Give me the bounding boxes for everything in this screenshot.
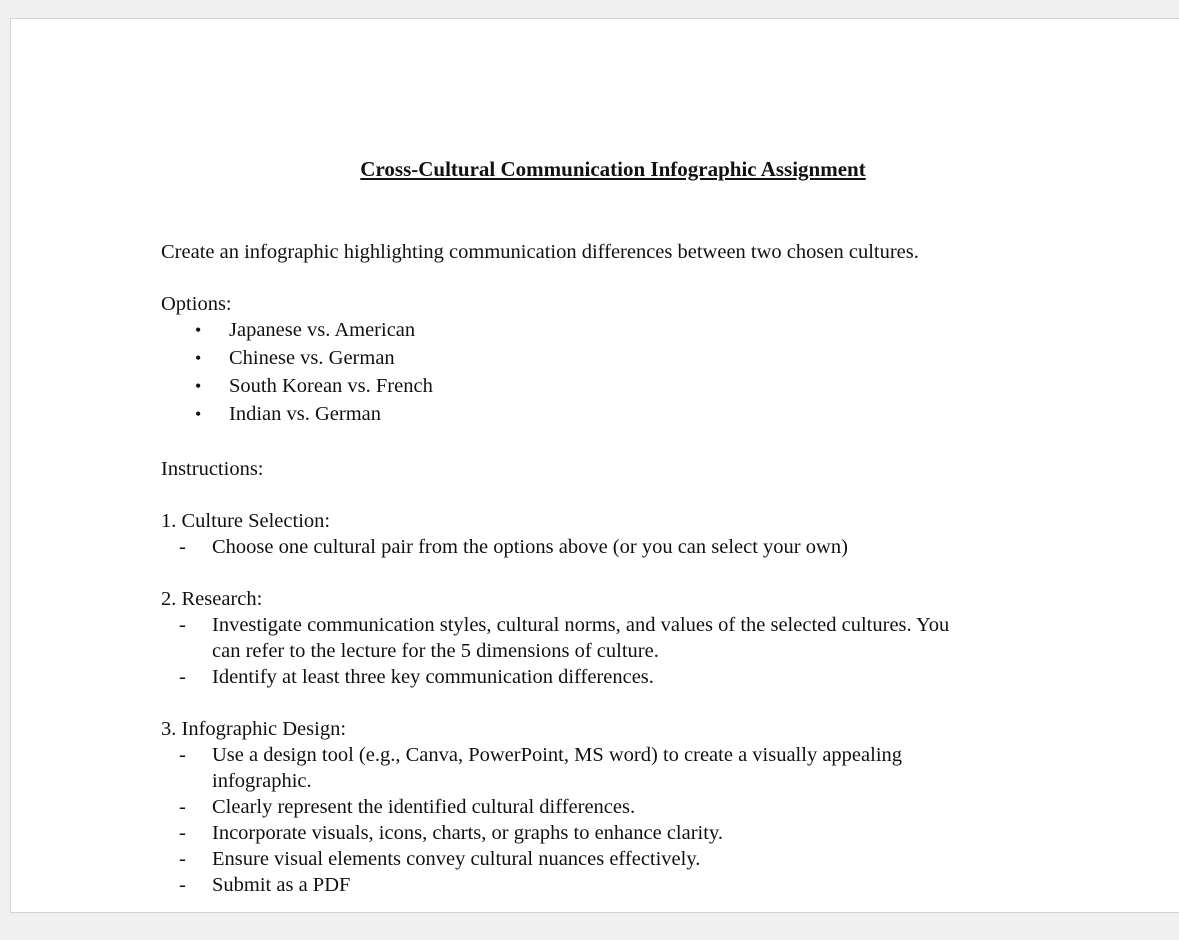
section-heading-culture-selection: 1. Culture Selection: xyxy=(161,510,331,532)
dash-marker: - xyxy=(179,614,186,636)
instruction-item-continuation: can refer to the lecture for the 5 dimensions of culture. xyxy=(212,640,659,662)
dash-marker: - xyxy=(179,796,186,818)
bullet-icon: • xyxy=(195,320,202,340)
intro-paragraph: Create an infographic highlighting communication differences between two chosen cultures. xyxy=(161,241,919,263)
instruction-item: Ensure visual elements convey cultural nuances effectively. xyxy=(212,848,701,870)
bullet-icon: • xyxy=(195,348,202,368)
document-page[interactable] xyxy=(10,18,1179,913)
section-heading-research: 2. Research: xyxy=(161,588,263,610)
section-heading-infographic-design: 3. Infographic Design: xyxy=(161,718,347,740)
dash-marker: - xyxy=(179,848,186,870)
document-title: Cross-Cultural Communication Infographic Assignment xyxy=(360,157,866,181)
option-item: Japanese vs. American xyxy=(229,319,416,341)
dash-marker: - xyxy=(179,536,186,558)
bullet-icon: • xyxy=(195,404,202,424)
options-label: Options: xyxy=(161,293,232,315)
bullet-icon: • xyxy=(195,376,202,396)
instruction-item: Submit as a PDF xyxy=(212,874,351,896)
dash-marker: - xyxy=(179,874,186,896)
instructions-label: Instructions: xyxy=(161,458,264,480)
dash-marker: - xyxy=(179,666,186,688)
dash-marker: - xyxy=(179,822,186,844)
instruction-item: Choose one cultural pair from the options above (or you can select your own) xyxy=(212,536,848,558)
instruction-item: Identify at least three key communication differences. xyxy=(212,666,654,688)
option-item: Indian vs. German xyxy=(229,403,381,425)
instruction-item: Incorporate visuals, icons, charts, or graphs to enhance clarity. xyxy=(212,822,723,844)
instruction-item: Use a design tool (e.g., Canva, PowerPoint, MS word) to create a visually appealing xyxy=(212,744,903,766)
dash-marker: - xyxy=(179,744,186,766)
instruction-item: Clearly represent the identified cultural differences. xyxy=(212,796,636,818)
instruction-item-continuation: infographic. xyxy=(212,770,312,792)
option-item: Chinese vs. German xyxy=(229,347,395,369)
instruction-item: Investigate communication styles, cultural norms, and values of the selected cultures. You xyxy=(212,614,950,636)
option-item: South Korean vs. French xyxy=(229,375,433,397)
